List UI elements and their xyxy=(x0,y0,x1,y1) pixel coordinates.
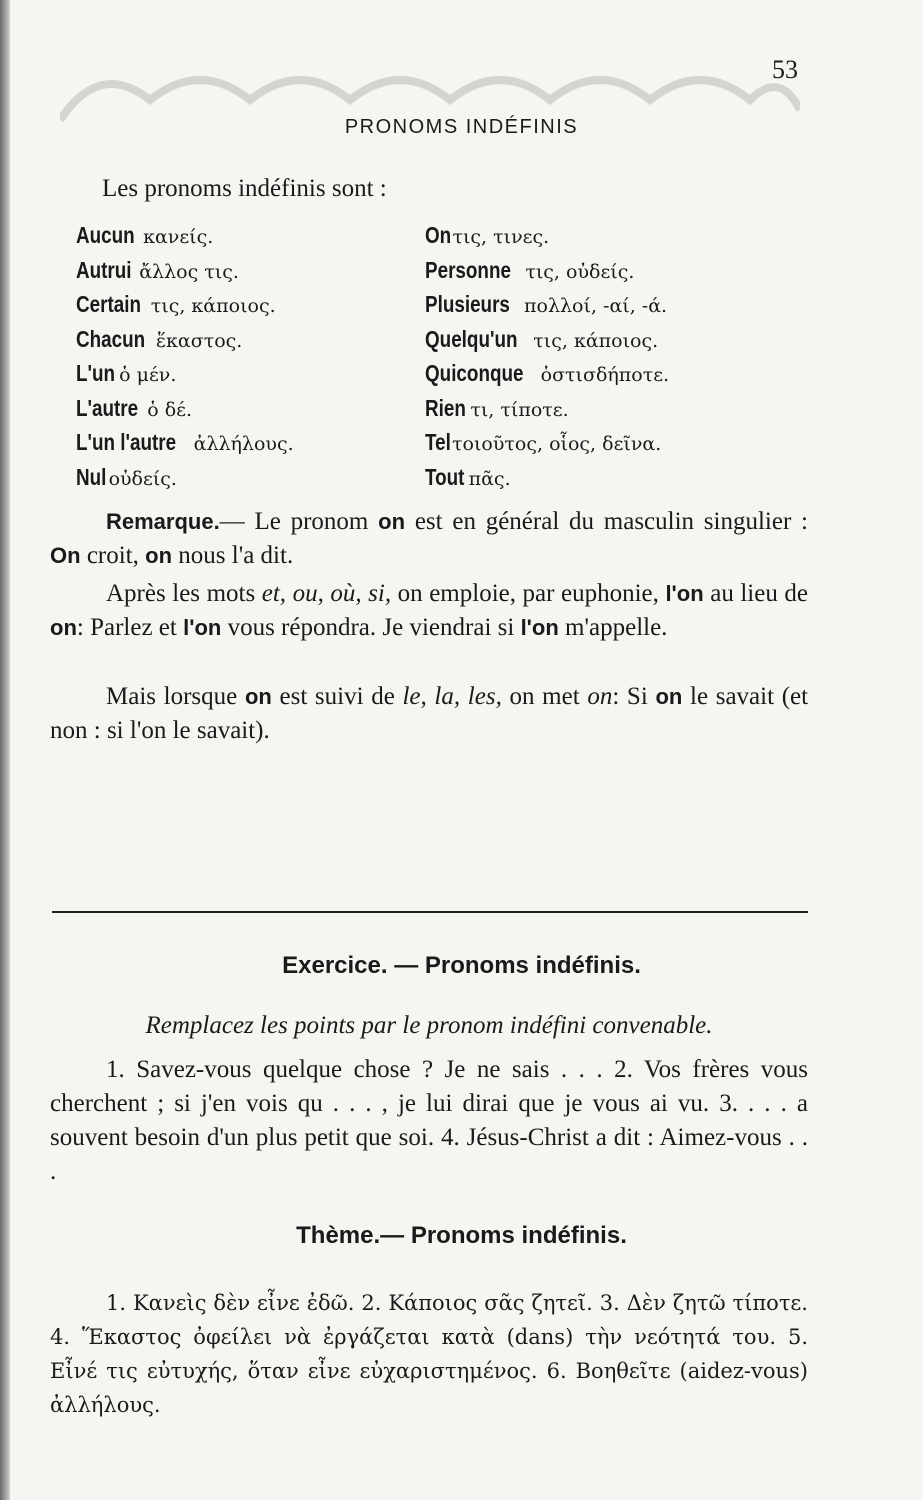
french-pronoun: L'un l'autre xyxy=(76,429,177,455)
list-item xyxy=(425,360,669,395)
example-word: on xyxy=(378,509,406,534)
example-word: on xyxy=(50,615,77,640)
greek-translation: ἀλλήλους. xyxy=(193,433,294,455)
french-pronoun: Certain xyxy=(76,291,141,317)
greek-translation: τις, κάποιος. xyxy=(533,329,659,352)
example-word: on xyxy=(244,684,272,709)
french-pronoun: Personne xyxy=(425,256,511,283)
pronoun-list-right xyxy=(425,222,669,498)
greek-translation: τις, τινες. xyxy=(452,226,550,248)
theme-text: 1. Κανεὶς δὲν εἶνε ἐδῶ. 2. Κάποιος σᾶς ζητεῖ. 3. Δὲν ζητῶ τίποτε. 4. Ἕκαστος ὀφείλει νὰ ἐργάζεται κατὰ (dans) τὴν νεότητά του. 5. Εἶνέ τις εὐτυχής, ὅταν εἶνε εὐχαριστημένος. 6. Βοηθεῖτε (aidez-vous) ἀλλήλους. xyxy=(50,1291,808,1417)
french-pronoun: L'un xyxy=(76,360,116,386)
greek-translation: πᾶς. xyxy=(468,467,511,490)
french-pronoun: On xyxy=(425,222,452,248)
apres-text: au lieu de xyxy=(710,580,808,607)
list-item xyxy=(425,464,669,499)
list-item xyxy=(425,222,669,257)
example-word: on xyxy=(587,683,613,710)
greek-translation: πολλοί, -αί, -ά. xyxy=(524,295,668,317)
example-word: on xyxy=(145,543,173,568)
list-item xyxy=(425,257,669,292)
remarque-paragraph xyxy=(50,505,808,573)
apres-text: m'appelle. xyxy=(565,614,668,641)
exercise-title: Exercice. — Pronoms indéfinis. xyxy=(282,952,641,979)
list-item xyxy=(76,464,294,499)
greek-translation: κανείς. xyxy=(143,226,214,248)
list-item xyxy=(425,326,669,361)
french-pronoun: Quiconque xyxy=(425,360,524,386)
exercise-text: 1. Savez-vous quelque chose ? Je ne sais . . . 2. Vos frères vous cherchent ; si j'en vois qu . . . , je lui dirai que je vous ai vu. 3. . . . a souvent besoin d'un plus petit que soi. 4. Jésus-Christ a dit : Aimez-vous . . . xyxy=(50,1056,808,1185)
list-item xyxy=(76,429,294,464)
greek-translation: τοιοῦτος, οἷος, δεῖνα. xyxy=(452,433,662,455)
list-item xyxy=(76,360,294,395)
page-edge xyxy=(0,0,10,1500)
greek-translation: ὁστισδήποτε. xyxy=(540,364,670,386)
french-pronoun: Autrui xyxy=(76,256,132,283)
apres-text: : Parlez et xyxy=(76,614,177,641)
example-word: l'on xyxy=(665,581,704,606)
page-number: 53 xyxy=(772,55,798,84)
apres-text: on emploie, par euphonie, xyxy=(397,580,659,607)
theme-title: Thème.— Pronoms indéfinis. xyxy=(296,1222,627,1249)
list-item xyxy=(76,222,294,257)
french-pronoun: Quelqu'un xyxy=(425,325,518,352)
greek-translation: ὁ δέ. xyxy=(147,398,193,421)
list-item xyxy=(76,257,294,292)
mais-text: on met xyxy=(509,683,580,710)
apres-text: vous répondra. Je viendrai si xyxy=(227,614,515,641)
exercise-instruction: Remplacez les points par le pronom indéfini convenable. xyxy=(145,1012,713,1039)
remarque-label: Remarque. xyxy=(106,509,220,534)
greek-translation: τις, κάποιος. xyxy=(150,295,276,317)
greek-translation: ὁ μέν. xyxy=(119,364,177,386)
remarque-text: — Le pronom xyxy=(219,508,369,535)
list-item xyxy=(76,291,294,326)
list-item xyxy=(425,395,669,430)
mais-text: : Si xyxy=(612,683,648,710)
list-item xyxy=(425,291,669,326)
example-words: et, ou, où, si, xyxy=(261,580,392,607)
apres-paragraph xyxy=(50,577,808,645)
remarque-text: croit, xyxy=(86,542,139,569)
french-pronoun: L'autre xyxy=(76,394,139,421)
french-pronoun: Tel xyxy=(425,429,451,455)
pronoun-list-left xyxy=(76,222,294,498)
french-pronoun: Plusieurs xyxy=(425,291,510,317)
mais-paragraph xyxy=(50,680,808,748)
remarque-text: est en général du masculin singulier : xyxy=(414,508,809,535)
example-word: l'on xyxy=(520,615,559,640)
mais-text: est suivi de xyxy=(279,683,395,710)
french-pronoun: Chacun xyxy=(76,325,146,352)
french-pronoun: Rien xyxy=(425,394,466,421)
greek-translation: τις, οὐδείς. xyxy=(525,260,635,283)
list-item xyxy=(76,395,294,430)
greek-translation: τι, τίποτε. xyxy=(470,398,569,421)
list-item xyxy=(76,326,294,361)
page-title: PRONOMS INDÉFINIS xyxy=(344,116,579,138)
example-words: le, la, les, xyxy=(402,683,502,710)
french-pronoun: Tout xyxy=(425,463,465,490)
mais-text: le savait (et non : si l'on le savait). xyxy=(50,683,809,744)
section-divider xyxy=(52,911,808,913)
greek-translation: ἕκαστος. xyxy=(155,329,243,352)
french-pronoun: Nul xyxy=(76,463,107,490)
example-word: on xyxy=(655,684,683,709)
example-word: l'on xyxy=(183,615,222,640)
mais-text: Mais lorsque xyxy=(106,683,238,710)
greek-translation: οὐδείς. xyxy=(108,467,177,490)
remarque-text: nous l'a dit. xyxy=(178,542,294,569)
french-pronoun: Aucun xyxy=(76,222,135,248)
greek-translation: ἄλλος τις. xyxy=(139,260,239,283)
apres-text: Après les mots xyxy=(106,580,256,607)
list-item xyxy=(425,429,669,464)
intro-text: Les pronoms indéfinis sont : xyxy=(102,175,387,202)
example-word: On xyxy=(50,543,81,568)
